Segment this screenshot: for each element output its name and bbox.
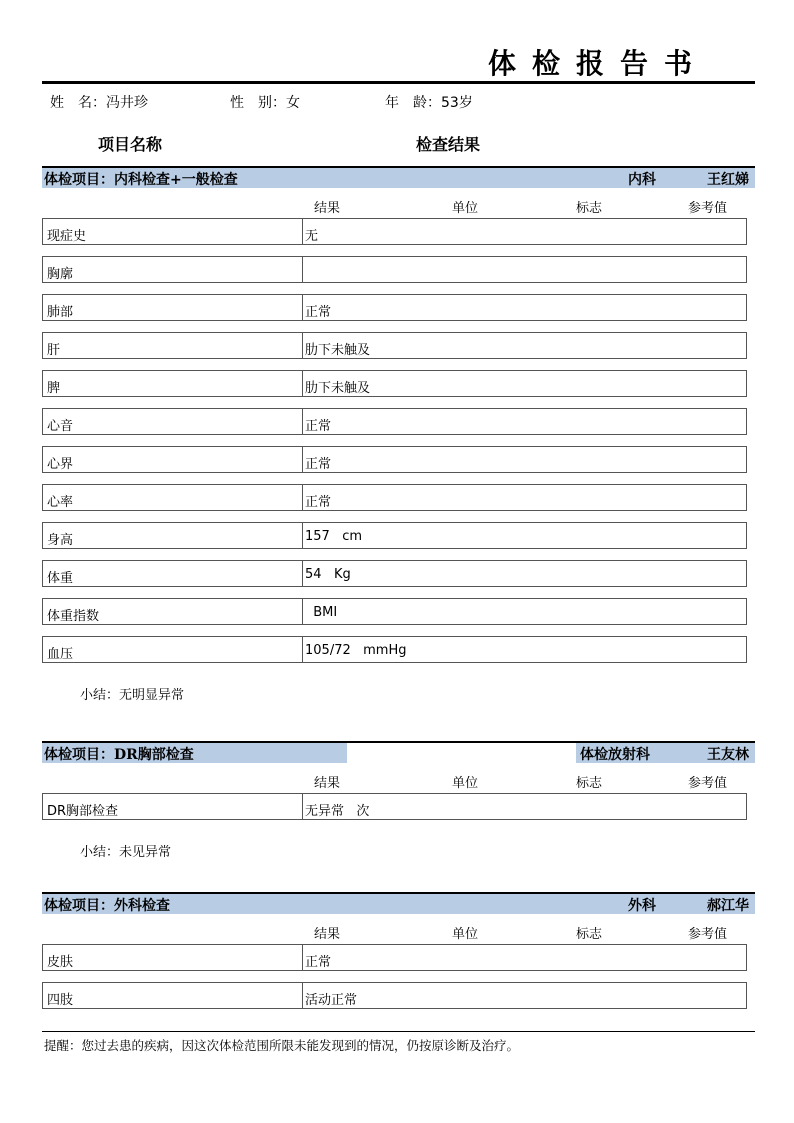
name-value: 冯井珍 xyxy=(106,95,148,111)
section-doctor: 郝江华 xyxy=(707,898,749,914)
col-reference: 参考值 xyxy=(688,927,728,942)
row-item-name: 心界 xyxy=(47,457,74,472)
col-flag: 标志 xyxy=(576,201,603,216)
row-result: 54 Kg xyxy=(305,567,351,582)
reminder-note: 提醒：您过去患的疾病，因这次体检范围所限未能发现到的情况，仍按原诊断及治疗。 xyxy=(44,1038,520,1053)
row-divider xyxy=(302,371,303,396)
table-row xyxy=(42,408,747,435)
patient-gender xyxy=(230,92,300,112)
row-result: 无异常 次 xyxy=(305,804,370,819)
col-unit: 单位 xyxy=(452,776,479,791)
section-summary: 小结：无明显异常 xyxy=(80,688,185,703)
table-row xyxy=(42,944,747,971)
column-check-result: 检查结果 xyxy=(416,135,481,154)
footer-rule xyxy=(42,1031,755,1032)
col-unit: 单位 xyxy=(452,927,479,942)
section-department: 内科 xyxy=(628,172,656,188)
table-row xyxy=(42,636,747,663)
section-dr-chest xyxy=(42,741,755,860)
row-result: 正常 xyxy=(305,305,332,320)
row-item-name: 四肢 xyxy=(47,993,74,1008)
column-item-name: 项目名称 xyxy=(98,135,163,154)
gender-value: 女 xyxy=(286,95,300,111)
table-row xyxy=(42,370,747,397)
col-reference: 参考值 xyxy=(688,776,728,791)
row-item-name: DR胸部检查 xyxy=(47,804,119,819)
table-row xyxy=(42,218,747,245)
row-result: 正常 xyxy=(305,457,332,472)
col-flag: 标志 xyxy=(576,776,603,791)
table-row xyxy=(42,256,747,283)
col-reference: 参考值 xyxy=(688,201,728,216)
row-result: BMI xyxy=(305,605,338,620)
row-result: 157 cm xyxy=(305,529,363,544)
table-row xyxy=(42,484,747,511)
table-row xyxy=(42,522,747,549)
row-item-name: 心率 xyxy=(47,495,74,510)
table-row xyxy=(42,446,747,473)
row-divider xyxy=(302,257,303,282)
row-result: 正常 xyxy=(305,419,332,434)
row-item-name: 脾 xyxy=(47,381,61,396)
row-item-name: 身高 xyxy=(47,533,74,548)
section-summary: 小结：未见异常 xyxy=(80,845,172,860)
table-row xyxy=(42,560,747,587)
row-item-name: 现症史 xyxy=(47,229,87,244)
row-divider xyxy=(302,983,303,1008)
section-header xyxy=(42,166,755,188)
row-divider xyxy=(302,637,303,662)
row-divider xyxy=(302,409,303,434)
col-result: 结果 xyxy=(314,776,341,791)
section-doctor: 王友林 xyxy=(707,747,749,763)
section-title: 体检项目：外科检查 xyxy=(44,898,170,914)
row-result: 肋下未触及 xyxy=(305,343,371,358)
section-surgery xyxy=(42,892,755,1020)
section-internal-medicine xyxy=(42,166,755,703)
age-value: 53岁 xyxy=(441,95,473,111)
patient-name xyxy=(50,92,148,112)
table-row xyxy=(42,598,747,625)
column-subheader xyxy=(42,914,755,944)
row-result: 活动正常 xyxy=(305,993,358,1008)
row-divider xyxy=(302,599,303,624)
section-doctor: 王红娣 xyxy=(707,172,749,188)
name-label: 姓 名： xyxy=(50,95,106,111)
section-header xyxy=(42,892,755,914)
row-result: 肋下未触及 xyxy=(305,381,371,396)
row-result: 正常 xyxy=(305,495,332,510)
patient-age xyxy=(385,92,473,112)
col-result: 结果 xyxy=(314,201,341,216)
row-item-name: 肝 xyxy=(47,343,61,358)
col-flag: 标志 xyxy=(576,927,603,942)
row-divider xyxy=(302,333,303,358)
row-item-name: 体重指数 xyxy=(47,609,100,624)
row-item-name: 心音 xyxy=(47,419,74,434)
header-rule xyxy=(42,81,755,84)
row-divider xyxy=(302,945,303,970)
section-header xyxy=(42,741,755,763)
age-label: 年 龄： xyxy=(385,95,441,111)
row-item-name: 血压 xyxy=(47,647,74,662)
row-result: 无 xyxy=(305,229,319,244)
row-divider xyxy=(302,485,303,510)
row-divider xyxy=(302,523,303,548)
row-divider xyxy=(302,447,303,472)
table-row xyxy=(42,793,747,820)
section-department: 体检放射科 xyxy=(580,747,650,763)
column-subheader xyxy=(42,763,755,793)
row-divider xyxy=(302,219,303,244)
row-divider xyxy=(302,295,303,320)
row-item-name: 皮肤 xyxy=(47,955,74,970)
section-title: 体检项目：DR胸部检查 xyxy=(44,747,194,763)
row-item-name: 肺部 xyxy=(47,305,74,320)
gender-label: 性 别： xyxy=(230,95,286,111)
row-divider xyxy=(302,561,303,586)
row-item-name: 胸廓 xyxy=(47,267,74,282)
col-unit: 单位 xyxy=(452,201,479,216)
row-divider xyxy=(302,794,303,819)
table-row xyxy=(42,294,747,321)
row-result: 105/72 mmHg xyxy=(305,643,407,658)
row-item-name: 体重 xyxy=(47,571,74,586)
section-department: 外科 xyxy=(628,898,656,914)
report-title: 体检报告书 xyxy=(488,47,709,80)
table-row xyxy=(42,982,747,1009)
column-subheader xyxy=(42,188,755,218)
section-title: 体检项目：内科检查+一般检查 xyxy=(44,172,238,188)
col-result: 结果 xyxy=(314,927,341,942)
row-result: 正常 xyxy=(305,955,332,970)
table-row xyxy=(42,332,747,359)
